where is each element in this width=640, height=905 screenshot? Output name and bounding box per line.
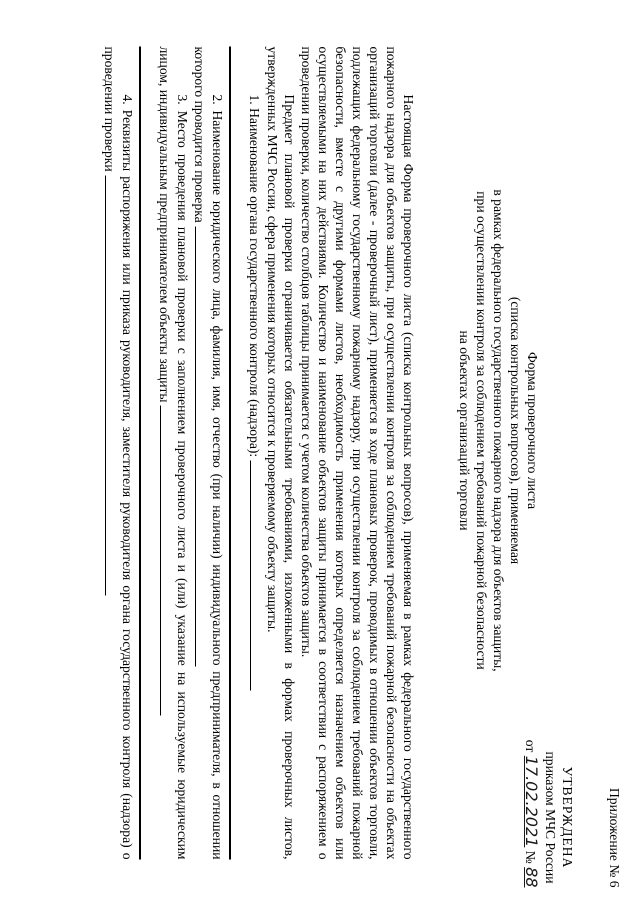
item-3-text: 3. Место проведения плановой проверки с заполнением проверочного листа и (или) указание на используемые юридическим лицом, индивидуальным предпринимателем объекты защиты bbox=[157, 46, 191, 859]
item-4 bbox=[100, 46, 135, 859]
item-3-blank bbox=[160, 405, 173, 715]
item-4-blank bbox=[105, 175, 118, 595]
item-2 bbox=[190, 46, 225, 859]
order-date-handwritten: 17.02.2021 bbox=[522, 755, 542, 847]
document-title bbox=[455, 150, 540, 710]
item-1-text: 1. Наименование органа государственного контроля (надзора): bbox=[247, 94, 263, 457]
item-1-rule bbox=[229, 46, 245, 859]
item-4-text: 4. Реквизиты распоряжения или приказа руководителя, заместителя руководителя органа государственного контроля (надзора) о проведении проверки bbox=[102, 46, 136, 859]
paragraph-subject: Предмет плановой проверки ограничивается обязательными требованиями, изложенными в формах проверочных листов, утвержденных МЧС России, сфера применения которых относится к проверяемому объекту защиты. bbox=[265, 46, 298, 859]
item-3-rule bbox=[139, 46, 155, 859]
title-line-2: (списка контрольных вопросов), применяемая bbox=[508, 296, 524, 564]
approved-label: УТВЕРЖДЕНА bbox=[560, 766, 576, 868]
order-by: приказом МЧС России bbox=[543, 751, 559, 883]
item-1 bbox=[245, 46, 263, 859]
appendix-number: Приложение № 6 bbox=[607, 787, 622, 887]
order-number-sign: № bbox=[523, 850, 539, 864]
paragraph-scope: Настоящая Форма проверочного листа (списка контрольных вопросов), применяемая в рамках федерального государственного пожарного надзора для объектов защиты, при осуществлении контроля за соблюдением требований пожарной безопасности на объектах организаций торговли (далее - проверочный лист), применяется в ходе плановых проверок, проводимых в отношении объектов торговли, подлежащих федеральному государственному пожарному надзору, при осуществлении контроля за соблюдением требований пожарной безопасности, вместе с другими формами листов, необходимость применения которых определяется назначением объектов или осуществляемыми на них действиями. Количество и наименование объектов защиты принимается в соответствии с распоряжением о проведении проверки, количество столбцов таблицы принимается с учетом количества объектов защиты. bbox=[299, 46, 416, 859]
title-line-4: при осуществлении контроля за соблюдением требований пожарной безопасности bbox=[474, 190, 490, 670]
item-2-text: 2. Наименование юридического лица, фамилия, имя, отчество (при наличии) индивидуального предпринимателя, в отношении которого проводится проверка bbox=[192, 46, 226, 859]
item-2-blank bbox=[195, 226, 208, 666]
title-line-5: на объектах организаций торговли bbox=[457, 330, 473, 530]
title-line-3: в рамках федерального государственного пожарного надзора для объектов защиты, bbox=[491, 188, 507, 672]
order-number-handwritten: 88 bbox=[522, 866, 542, 887]
title-line-1: Форма проверочного листа bbox=[525, 351, 540, 509]
item-3 bbox=[155, 46, 190, 859]
main-text bbox=[100, 46, 416, 859]
order-from: от bbox=[523, 739, 539, 752]
item-1-blank bbox=[250, 460, 263, 690]
